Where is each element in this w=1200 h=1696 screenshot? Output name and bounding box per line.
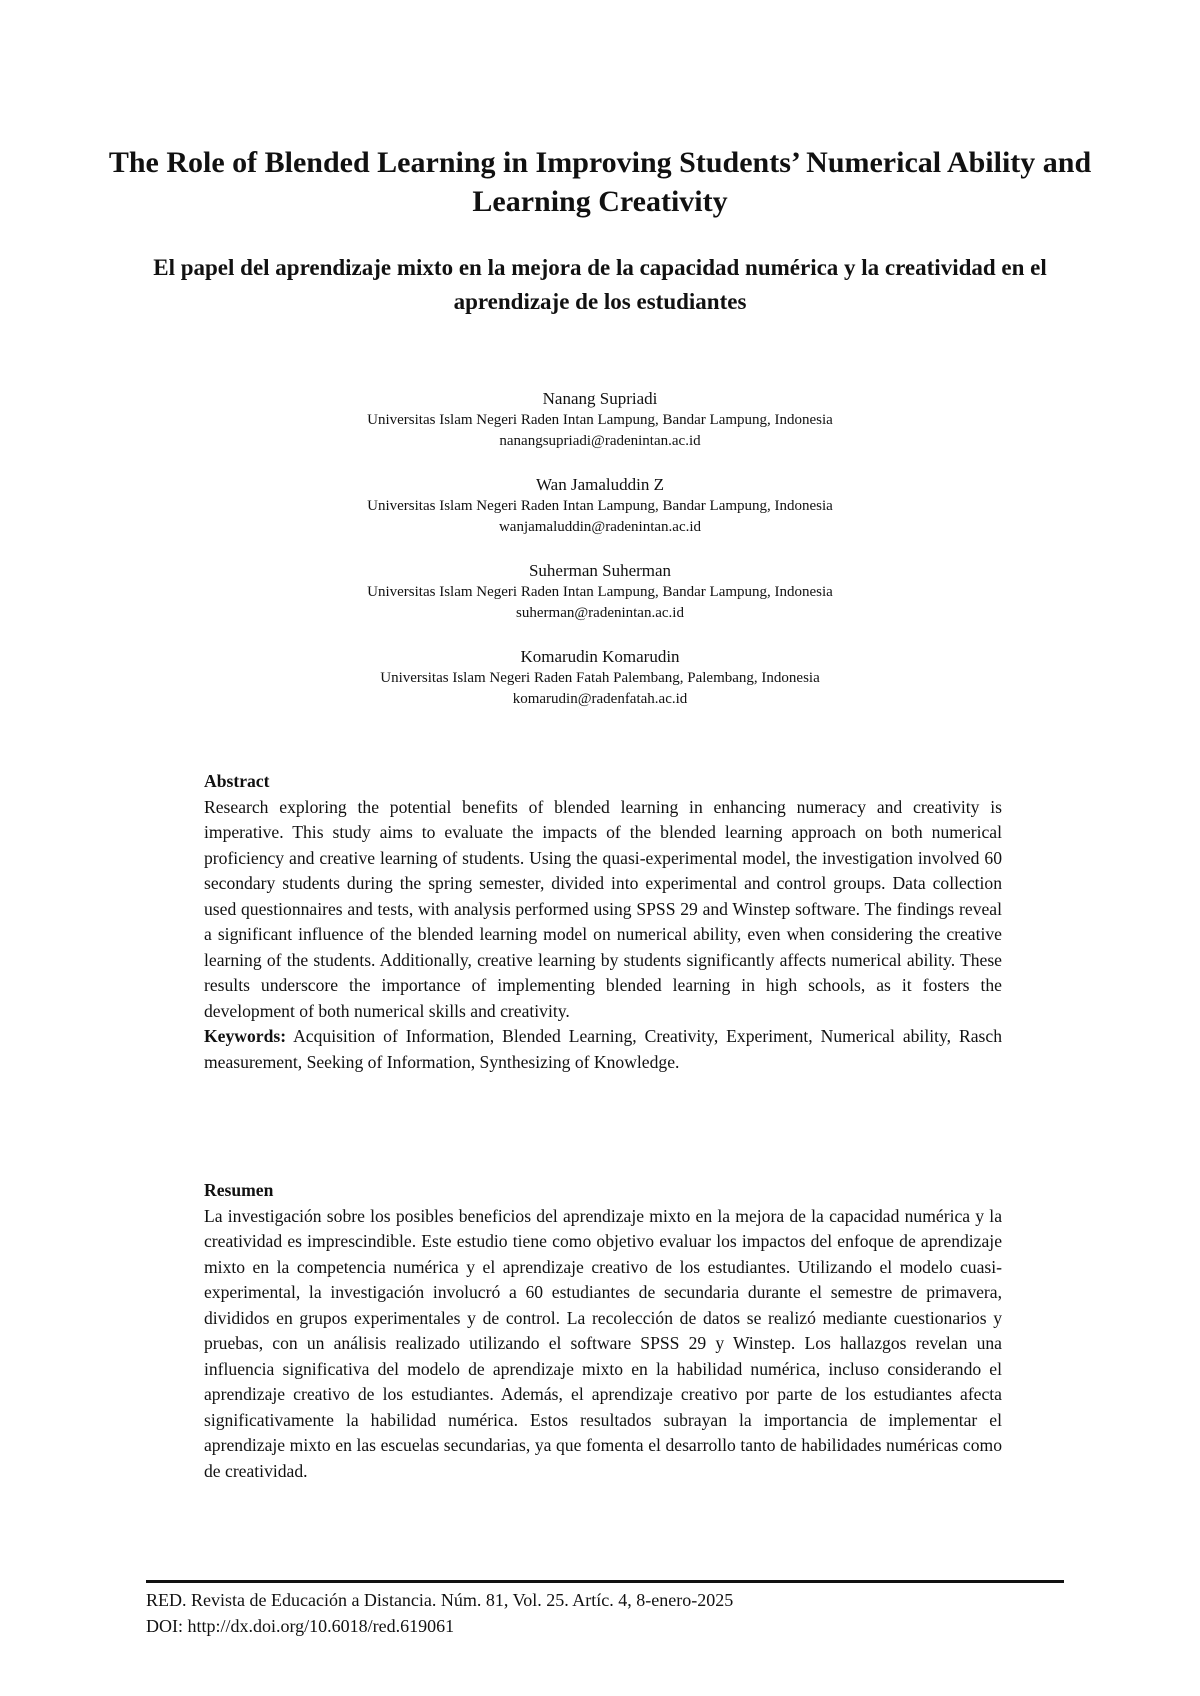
abstract-heading: Abstract bbox=[204, 771, 270, 791]
resumen-text: La investigación sobre los posibles beneficios del aprendizaje mixto en la mejora de la capacidad numérica y la creatividad es imprescindible. Este estudio tiene como objetivo evaluar los impactos del enfoque de aprendizaje mixto en la competencia numérica y el aprendizaje creativo de los estudiantes. Utilizando el modelo cuasi-experimental, la investigación involucró a 60 estudiantes de secundaria durante el semestre de primavera, divididos en grupos experimentales y de control. La recolección de datos se realizó mediante cuestionarios y pruebas, con un análisis realizado utilizando el software SPSS 29 y Winstep. Los hallazgos revelan una influencia significativa del modelo de aprendizaje mixto en la habilidad numérica, incluso considerando el aprendizaje creativo de los estudiantes. Además, el aprendizaje creativo por parte de los estudiantes afecta significativamente la habilidad numérica. Estos resultados subrayan la importancia de implementar el aprendizaje mixto en las escuelas secundarias, ya que fomenta el desarrollo tanto de habilidades numéricas como de creatividad. bbox=[204, 1205, 1002, 1481]
doi-link[interactable]: DOI: http://dx.doi.org/10.6018/red.619061 bbox=[146, 1616, 455, 1636]
author-name: Wan Jamaluddin Z bbox=[536, 475, 664, 494]
abstract-text: Research exploring the potential benefits of blended learning in enhancing numeracy and creativity is imperative. This study aims to evaluate the impacts of the blended learning approach on both numerical proficiency and creative learning of students. Using the quasi-experimental model, the investigation involved 60 secondary students during the spring semester, divided into experimental and control groups. Data collection used questionnaires and tests, with analysis performed using SPSS 29 and Winstep software. The findings reveal a significant influence of the blended learning model on numerical ability, even when considering the creative learning of the students. Additionally, creative learning by students significantly affects numerical ability. These results underscore the importance of implementing blended learning in high schools, as it fosters the development of both numerical skills and creativity. bbox=[204, 796, 1002, 1021]
resumen-section bbox=[204, 1178, 1002, 1484]
title-spanish: El papel del aprendizaje mixto en la mejora de la capacidad numérica y la creatividad en el aprendizaje de los estudiantes bbox=[153, 255, 1047, 314]
page-footer bbox=[146, 1587, 1064, 1639]
author-name: Suherman Suherman bbox=[528, 561, 672, 580]
author-name: Komarudin Komarudin bbox=[520, 647, 680, 666]
author-email: nanangsupriadi@radenintan.ac.id bbox=[499, 433, 701, 449]
resumen-heading: Resumen bbox=[204, 1180, 274, 1200]
author-affiliation: Universitas Islam Negeri Raden Fatah Palembang, Palembang, Indonesia bbox=[380, 670, 820, 686]
keywords-line bbox=[204, 1024, 1002, 1075]
keywords-label: Keywords: bbox=[204, 1026, 287, 1046]
author-email: wanjamaluddin@radenintan.ac.id bbox=[498, 519, 702, 535]
author-block bbox=[150, 560, 1050, 624]
author-name: Nanang Supriadi bbox=[542, 389, 658, 408]
author-email: suherman@radenintan.ac.id bbox=[516, 605, 684, 621]
journal-citation: RED. Revista de Educación a Distancia. Núm. 81, Vol. 25. Artíc. 4, 8-enero-2025 bbox=[146, 1590, 734, 1610]
keywords-text: Acquisition of Information, Blended Learning, Creativity, Experiment, Numerical ability, Rasch measurement, Seeking of Information, Synthesizing of Knowledge. bbox=[204, 1026, 1002, 1072]
author-block bbox=[150, 474, 1050, 538]
author-list bbox=[150, 388, 1050, 732]
author-email: komarudin@radenfatah.ac.id bbox=[512, 691, 688, 707]
abstract-section bbox=[204, 769, 1002, 1075]
footer-divider bbox=[146, 1580, 1064, 1583]
author-affiliation: Universitas Islam Negeri Raden Intan Lampung, Bandar Lampung, Indonesia bbox=[367, 498, 833, 514]
author-block bbox=[150, 388, 1050, 452]
author-block bbox=[150, 646, 1050, 710]
title-english: The Role of Blended Learning in Improving Students’ Numerical Ability and Learning Creativity bbox=[108, 146, 1092, 218]
author-affiliation: Universitas Islam Negeri Raden Intan Lampung, Bandar Lampung, Indonesia bbox=[367, 412, 833, 428]
title-block bbox=[100, 143, 1100, 319]
author-affiliation: Universitas Islam Negeri Raden Intan Lampung, Bandar Lampung, Indonesia bbox=[367, 584, 833, 600]
